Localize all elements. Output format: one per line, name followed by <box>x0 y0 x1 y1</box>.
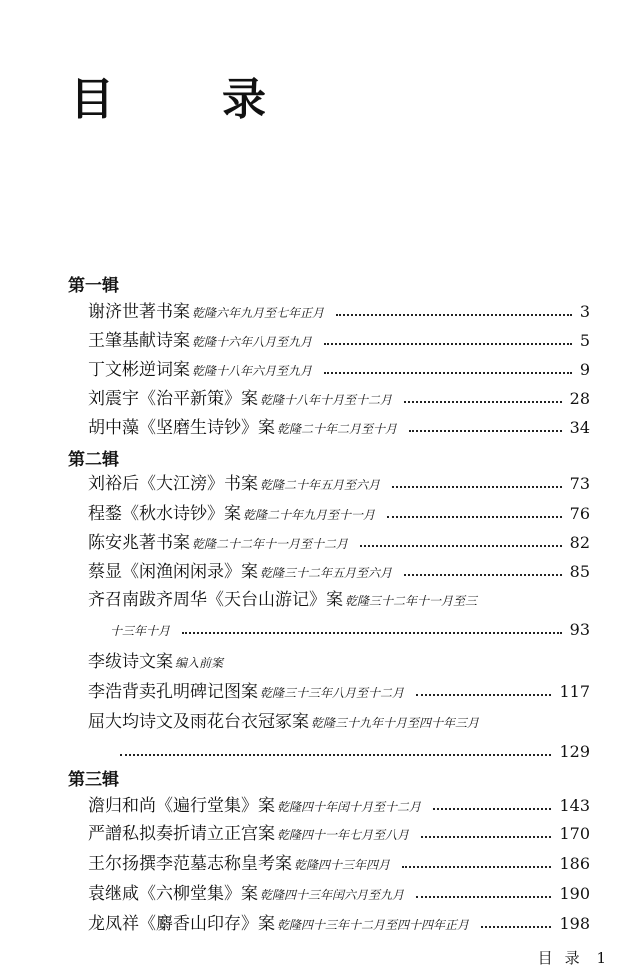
entry-page-number: 76 <box>569 504 590 523</box>
entry-date-note: 乾隆二十二年十一月至十二月 <box>192 537 349 551</box>
toc-entry[interactable] <box>88 850 590 876</box>
entry-title: 谢济世著书案 <box>88 302 190 322</box>
entry-page-number: 143 <box>559 796 590 815</box>
entry-date-note: 乾隆十八年十月至十二月 <box>260 393 393 407</box>
page-footer <box>538 948 606 968</box>
entry-date-note: 乾隆四十三年四月 <box>294 858 391 872</box>
entry-title: 王尔扬撰李范墓志称皇考案 <box>88 854 292 874</box>
dot-leader <box>433 808 551 810</box>
dot-leader <box>120 754 551 756</box>
toc-entry[interactable] <box>88 470 590 496</box>
toc-entry-continuation[interactable] <box>108 616 590 642</box>
entry-page-number: 117 <box>559 682 590 701</box>
entry-title: 胡中藻《坚磨生诗钞》案 <box>88 418 275 438</box>
entry-page-number: 93 <box>569 620 590 639</box>
dot-leader <box>481 926 551 928</box>
entry-title: 程鍪《秋水诗钞》案 <box>88 504 241 524</box>
entry-date-note: 乾隆二十年二月至十月 <box>277 422 398 436</box>
toc-entry[interactable] <box>88 500 590 526</box>
toc-entry[interactable] <box>88 910 590 936</box>
dot-leader <box>324 343 572 345</box>
toc-entry[interactable] <box>88 414 590 440</box>
entry-date-note: 乾隆三十九年十月至四十年三月 <box>311 716 480 730</box>
dot-leader <box>416 694 551 696</box>
entry-title: 齐召南跋齐周华《天台山游记》案 <box>88 590 343 610</box>
entry-date-note: 乾隆十六年八月至九月 <box>192 335 313 349</box>
entry-title: 澹归和尚《遍行堂集》案 <box>88 796 275 816</box>
entry-page-number: 198 <box>559 914 590 933</box>
toc-entry[interactable] <box>88 558 590 584</box>
entry-title: 陈安兆著书案 <box>88 533 190 553</box>
toc-entry[interactable] <box>88 298 590 324</box>
toc-entry[interactable] <box>88 678 590 704</box>
toc-entry[interactable] <box>88 586 590 612</box>
dot-leader <box>392 486 562 488</box>
entry-page-number: 9 <box>579 360 590 379</box>
entry-title: 王肇基献诗案 <box>88 331 190 351</box>
dot-leader <box>404 574 562 576</box>
entry-title: 严譄私拟奏折请立正宫案 <box>88 824 275 844</box>
dot-leader <box>182 632 562 634</box>
toc-entry-continuation[interactable] <box>108 738 590 764</box>
entry-page-number: 34 <box>569 418 590 437</box>
toc-entry[interactable] <box>88 708 590 734</box>
toc-entry[interactable] <box>88 529 590 555</box>
entry-title: 袁继咸《六柳堂集》案 <box>88 884 258 904</box>
entry-title: 李浩背卖孔明碑记图案 <box>88 682 258 702</box>
dot-leader <box>402 866 551 868</box>
entry-page-number: 170 <box>559 824 590 843</box>
dot-leader <box>387 516 562 518</box>
entry-date-note: 乾隆六年九月至七年正月 <box>192 306 325 320</box>
entry-page-number: 73 <box>569 474 590 493</box>
entry-page-number: 190 <box>559 884 590 903</box>
entry-date-note: 乾隆十八年六月至九月 <box>192 364 313 378</box>
toc-entry[interactable] <box>88 880 590 906</box>
dot-leader <box>336 314 572 316</box>
toc-entry[interactable] <box>88 820 590 846</box>
toc-entry[interactable] <box>88 648 590 674</box>
entry-page-number: 5 <box>579 331 590 350</box>
entry-date-note: 编入前案 <box>175 656 224 670</box>
entry-title: 刘震宇《治平新策》案 <box>88 389 258 409</box>
entry-date-note: 十三年十月 <box>110 624 171 638</box>
dot-leader <box>404 401 562 403</box>
entry-date-note: 乾隆四十一年七月至八月 <box>277 828 410 842</box>
entry-date-note: 乾隆四十年闰十月至十二月 <box>277 800 422 814</box>
section-heading-2: 第二辑 <box>68 450 119 470</box>
entry-page-number: 28 <box>569 389 590 408</box>
entry-title: 龙凤祥《麝香山印存》案 <box>88 914 275 934</box>
entry-page-number: 85 <box>569 562 590 581</box>
entry-title: 丁文彬逆词案 <box>88 360 190 380</box>
dot-leader <box>409 430 562 432</box>
entry-page-number: 129 <box>559 742 590 761</box>
dot-leader <box>421 836 551 838</box>
dot-leader <box>360 545 562 547</box>
entry-date-note: 乾隆三十二年十一月至三 <box>345 594 478 608</box>
toc-entry[interactable] <box>88 327 590 353</box>
entry-date-note: 乾隆四十三年闰六月至九月 <box>260 888 405 902</box>
entry-page-number: 82 <box>569 533 590 552</box>
entry-title: 李绂诗文案 <box>88 652 173 672</box>
entry-title: 蔡显《闲渔闲闲录》案 <box>88 562 258 582</box>
entry-date-note: 乾隆二十年九月至十一月 <box>243 508 376 522</box>
toc-entry[interactable] <box>88 792 590 818</box>
entry-date-note: 乾隆四十三年十二月至四十四年正月 <box>277 918 470 932</box>
dot-leader <box>324 372 572 374</box>
entry-title: 刘裕后《大江滂》书案 <box>88 474 258 494</box>
section-heading-3: 第三辑 <box>68 770 119 790</box>
entry-date-note: 乾隆二十年五月至六月 <box>260 478 381 492</box>
entry-title: 屈大均诗文及雨花台衣冠冢案 <box>88 712 309 732</box>
section-heading-1: 第一辑 <box>68 276 119 296</box>
entry-date-note: 乾隆三十三年八月至十二月 <box>260 686 405 700</box>
page-title: 目 录 <box>70 74 298 125</box>
toc-entry[interactable] <box>88 356 590 382</box>
entry-date-note: 乾隆三十二年五月至六月 <box>260 566 393 580</box>
toc-entry[interactable] <box>88 385 590 411</box>
entry-page-number: 186 <box>559 854 590 873</box>
dot-leader <box>416 896 551 898</box>
footer-label: 目录 <box>537 949 592 967</box>
entry-page-number: 3 <box>579 302 590 321</box>
footer-page-number: 1 <box>596 949 606 967</box>
